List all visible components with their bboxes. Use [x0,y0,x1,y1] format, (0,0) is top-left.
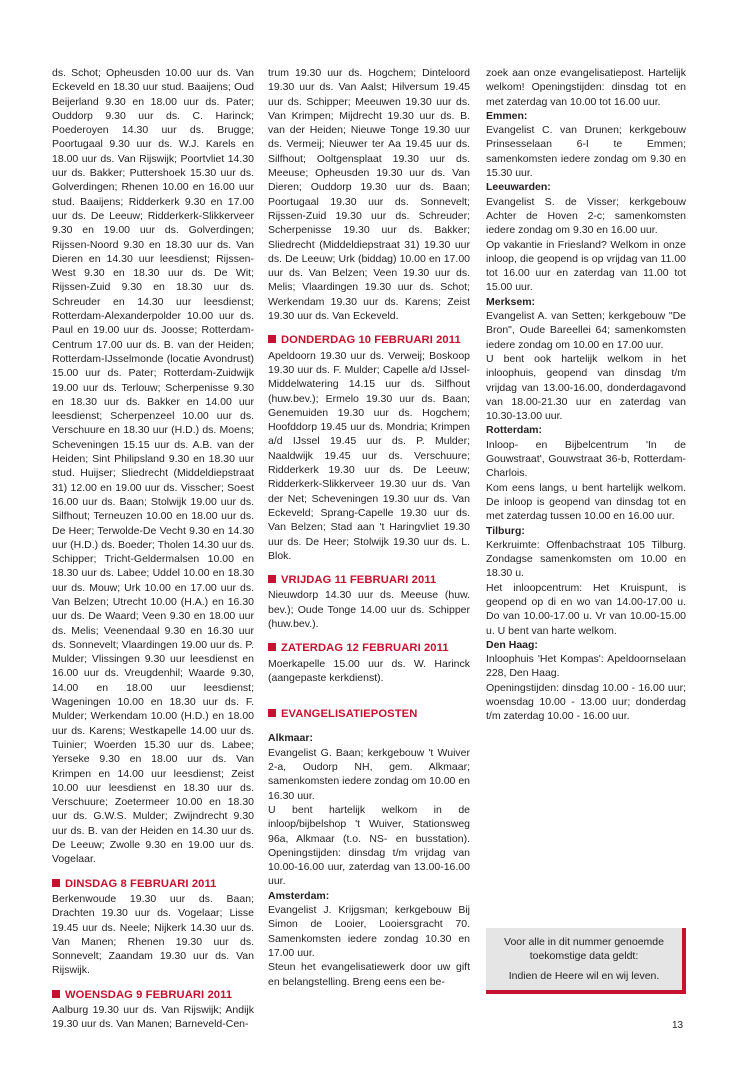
den-haag-text: Inloophuis 'Het Kompas': Apeldoornselaan 228, Den Haag. [486,653,686,680]
column-3 [486,66,686,724]
tilburg-text-2: Het inloopcentrum: Het Kruispunt, is geopend op di en wo van 14.00-17.00 u. Do van 10.00-17.00 u. Vr van 10.00-15.00 u. U bent van harte welkom. [486,581,686,637]
square-bullet-icon [268,643,276,651]
merksem-heading: Merksem: [486,295,536,308]
square-bullet-icon [268,335,276,343]
column-1-intro: ds. Schot; Opheusden 10.00 uur ds. Van Eckeveld en 18.30 uur stud. Baaijens; Oud Beijerland 9.30 en 18.00 uur ds. Pater; Ouddorp 9.30 uur ds. C. Harinck; Poederoyen 14.30 uur ds. Brugge; Poortugaal 9.30 uur ds. W.J. Karels en 18.00 uur ds. Van Rijswijk; Poortvliet 14.30 uur ds. Bakker; Puttershoek 15.30 uur ds. Golverdingen; Rhenen 10.00 en 16.00 uur stud. Baaijens; Ridderkerk 9.30 en 17.00 uur ds. De Leeuw; Ridderkerk-Slikkerveer 9.30 en 19.00 uur ds. Golverdingen; Rijssen-Noord 9.30 en 18.30 uur ds. Van Dieren en 14.30 uur leesdienst; Rijssen-West 9.30 en 18.30 uur ds. De Wit; Rijssen-Zuid 9.30 en 18.30 uur ds. Schreuder en 14.30 uur leesdienst; Rotterdam-Alexanderpolder 10.00 uur ds. Paul en 19.00 uur ds. Joosse; Rotterdam-Centrum 17.00 uur ds. B. van der Heiden; Rotterdam-IJsselmonde (locatie Avondrust) 15.00 uur ds. Pater; Rotterdam-Zuidwijk 19.00 uur ds. Terlouw; Scherpenisse 9.30 en 18.30 uur ds. Bakker en 14.00 uur leesdienst; Scherpenzeel 10.00 uur ds. Verschuure en 18.30 uur (H.D.) ds. Moens; Scheveningen 15.15 uur ds. A.B. van der Heiden; Sint Philipsland 9.30 en 18.30 uur stud. Huijser; Sliedrecht (Middeldiepstraat 31) 12.00 en 19.00 uur ds. Visscher; Soest 16.00 uur ds. Baan; Stolwijk 19.00 uur ds. Silfhout; Terneuzen 10.00 en 18.00 uur ds. De Heer; Terwolde-De Vecht 9.30 en 14.30 uur (H.D.) ds. Boeder; Tholen 14.30 uur ds. Schipper; Tricht-Geldermalsen 10.00 en 18.30 uur ds. Labee; Uddel 10.00 en 18.30 uur ds. Mouw; Urk 10.00 en 17.00 uur ds. Van Belzen; Utrecht 10.00 (H.A.) en 16.30 uur ds. De Waard; Veen 9.30 en 18.00 uur ds. Melis; Veenendaal 9.30 en 16.30 uur ds. Sonnevelt; Vlaardingen 19.00 uur ds. P. Mulder; Vlissingen 9.30 uur leesdienst en 16.00 uur ds. Vreugdenhil; Waarde 9.30, 14.00 en 18.00 uur leesdienst; Wageningen 10.00 en 18.30 uur ds. F. Mulder; Werkendam 10.00 (H.D.) en 18.00 uur ds. Karens; Westkapelle 14.00 uur ds. Tuinier; Woerden 15.30 uur ds. Labee; Yerseke 9.30 en 18.00 uur ds. Van Krimpen en 14.00 uur leesdienst; Zeist 10.00 uur leesdienst en 18.30 uur ds. Verschuure; Zoetermeer 10.00 en 18.30 uur ds. G.W.S. Mulder; Zwijndrecht 9.30 uur ds. B. van der Heiden en 14.30 uur ds. De Leeuw; Zwolle 9.30 en 19.00 uur ds. Vogelaar. [52,67,254,866]
tilburg-heading: Tilburg: [486,524,525,537]
zaterdag-heading: ZATERDAG 12 FEBRUARI 2011 [268,641,470,655]
merksem-text: Evangelist A. van Setten; kerkgebouw "De Bron", Oude Bareellei 64; samenkomsten iedere zondag om 10.00 en 17.00 uur. [486,310,686,351]
rotterdam-text: Inloop- en Bijbelcentrum 'In de Gouwstraat', Gouwstraat 36-b, Rotterdam-Charlois. [486,438,686,480]
page-number: 13 [672,1020,684,1031]
vrijdag-text: Nieuwdorp 14.30 uur ds. Meeuse (huw. bev.); Oude Tonge 14.00 uur ds. Schipper (huw.bev.). [268,589,470,630]
merksem-text-2: U bent ook hartelijk welkom in het inloophuis, geopend van dinsdag t/m vrijdag van 13.00-16.00, donderdagavond van 18.00-21.30 uur en zaterdag van 10.30-13.00 uur. [486,352,686,423]
square-bullet-icon [52,990,60,998]
column-2-intro: trum 19.30 uur ds. Hogchem; Dinteloord 19.30 uur ds. Van Aalst; Hilversum 19.45 uur ds. Schipper; Meeuwen 19.30 uur ds. Van Krimpen; Mijdrecht 19.30 uur ds. B. van der Heiden; Nieuwe Tonge 19.30 uur ds. Vermeij; Nieuwer ter Aa 19.45 uur ds. Silfhout; Ooltgensplaat 19.30 uur ds. Meeuse; Opheusden 19.30 uur ds. Van Dieren; Ouddorp 19.30 uur ds. Baan; Poortugaal 19.30 uur ds. Sonnevelt; Rijssen-Zuid 19.30 uur ds. Schreuder; Scherpenisse 19.30 uur ds. Bakker; Sliedrecht (Middeldiepstraat 31) 19.30 uur ds. De Leeuw; Urk (biddag) 10.00 en 17.00 uur ds. Van Belzen; Veen 19.30 uur ds. Melis; Vlaardingen 19.30 uur ds. Schot; Werkendam 19.30 uur ds. Karens; Zeist 19.30 uur ds. Van Eckeveld. [268,67,470,323]
alkmaar-text-2: U bent hartelijk welkom in de inloop/bijbelshop 't Wuiver, Stationsweg 96a, Alkmaar (t.o. NS- en busstation). Openingstijden: dinsdag t/m vrijdag van 10.00-16.00 uur, zaterdag van 13.00-16.00 uur. [268,803,470,888]
amsterdam-heading: Amsterdam: [268,889,330,902]
donderdag-heading: DONDERDAG 10 FEBRUARI 2011 [268,333,470,347]
tilburg-text: Kerkruimte: Offenbachstraat 105 Tilburg. Zondagse samenkomsten om 10.00 en 18.30 u. [486,538,686,580]
amsterdam-text: Evangelist J. Krijgsman; kerkgebouw Bij Simon de Looier, Looiersgracht 70. Samenkomsten iedere zondag 10.30 en 17.00 uur. [268,904,470,959]
emmen-text: Evangelist C. van Drunen; kerkgebouw Prinsesselaan 6-I te Emmen; samenkomsten iedere zondag om 9.30 en 15.30 uur. [486,124,686,180]
leeuwarden-text: Evangelist S. de Visser; kerkgebouw Achter de Hoven 2-c; samenkomsten iedere zondag om 9.30 en 16.00 uur. [486,195,686,237]
dinsdag-heading: DINSDAG 8 FEBRUARI 2011 [52,877,254,891]
evangelisatieposten-heading: EVANGELISATIEPOSTEN [268,707,470,721]
leeuwarden-text-2: Op vakantie in Friesland? Welkom in onze inloop, die geopend is op vrijdag van 11.00 tot 16.00 uur en zaterdag van 11.00 tot 15.00 uur. [486,238,686,294]
square-bullet-icon [52,879,60,887]
alkmaar-heading: Alkmaar: [268,732,313,745]
alkmaar-text: Evangelist G. Baan; kerkgebouw 't Wuiver 2-a, Oudorp NH, gem. Alkmaar; samenkomsten iedere zondag om 10.00 en 16.30 uur. [268,746,470,802]
column-3-intro: zoek aan onze evangelisatiepost. Hartelijk welkom! Openingstijden: dinsdag tot en met zaterdag van 10.00 tot 16.00 uur. [486,67,686,108]
donderdag-text: Apeldoorn 19.30 uur ds. Verweij; Boskoop 19.30 uur ds. F. Mulder; Capelle a/d IJssel-Middelwatering 14.15 uur ds. Silfhout (huw.bev.); Ermelo 19.30 uur ds. Baan; Genemuiden 19.30 uur ds. Hogchem; Hoofddorp 19.45 uur ds. Mondria; Krimpen a/d IJssel 19.45 uur ds. P. Mulder; Naaldwijk 19.45 uur ds. Verschuure; Ridderkerk 19.30 uur ds. De Leeuw; Ridderkerk-Slikkerveer 19.30 uur ds. Van der Net; Scheveningen 19.30 uur ds. Van Eckeveld; Sprang-Capelle 19.30 uur ds. Van Belzen; Stad aan 't Haringvliet 19.30 uur ds. De Heer; Stolwijk 19.30 uur ds. L. Blok. [268,349,470,562]
notice-line-1: Voor alle in dit nummer genoemde toekomstige data geldt: [504,936,664,962]
den-haag-heading: Den Haag: [486,638,538,651]
woensdag-heading: WOENSDAG 9 FEBRUARI 2011 [52,988,254,1002]
amsterdam-text-2: Steun het evangelisatiewerk door uw gift en belangstelling. Breng eens een be- [268,961,470,988]
dinsdag-text: Berkenwoude 19.30 uur ds. Baan; Drachten 19.30 uur ds. Vogelaar; Lisse 19.45 uur ds. Neele; Nijkerk 14.30 uur ds. Van Manen; Rhenen 19.30 uur ds. Sonnevelt; Zaandam 19.30 uur ds. Van Rijswijk. [52,892,254,977]
column-2 [268,66,470,989]
rotterdam-heading: Rotterdam: [486,424,543,437]
column-1 [52,66,254,1032]
emmen-heading: Emmen: [486,109,528,122]
notice-box [486,928,686,994]
woensdag-text: Aalburg 19.30 uur ds. Van Rijswijk; Andijk 19.30 uur ds. Van Manen; Barneveld-Cen- [52,1004,254,1031]
notice-line-2: Indien de Heere wil en wij leven. [508,970,660,982]
square-bullet-icon [268,709,276,717]
rotterdam-text-2: Kom eens langs, u bent hartelijk welkom. De inloop is geopend van dinsdag tot en met zaterdag tussen 10.00 en 16.00 uur. [486,481,686,523]
square-bullet-icon [268,575,276,583]
zaterdag-text: Moerkapelle 15.00 uur ds. W. Harinck (aangepaste kerkdienst). [268,657,470,684]
den-haag-text-2: Openingstijden: dinsdag 10.00 - 16.00 uur; woensdag 10.00 - 13.00 uur; donderdag t/m zaterdag 10.00 - 16.00 uur. [486,681,686,723]
vrijdag-heading: VRIJDAG 11 FEBRUARI 2011 [268,573,470,587]
leeuwarden-heading: Leeuwarden: [486,181,551,194]
